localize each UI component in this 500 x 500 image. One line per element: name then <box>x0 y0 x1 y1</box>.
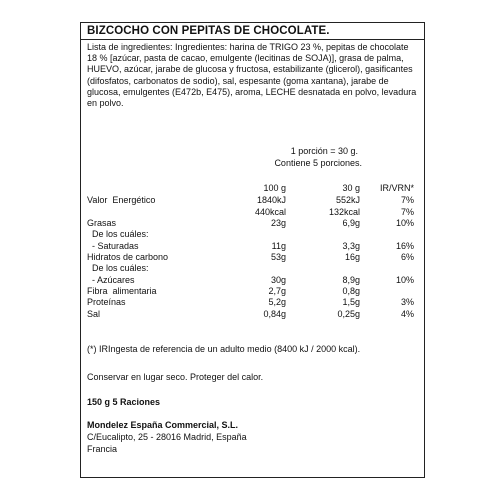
row-value-ir: 3% <box>400 297 414 307</box>
row-value-100g: 1840kJ <box>256 195 286 205</box>
nutrition-label <box>80 22 425 478</box>
row-value-100g: 440kcal <box>254 207 286 217</box>
row-value-30g: 0,25g <box>337 309 360 319</box>
row-value-30g: 8,9g <box>342 275 360 285</box>
portion-size: 1 porción = 30 g. <box>290 146 358 156</box>
row-value-ir: 4% <box>400 309 414 319</box>
row-value-100g: 11g <box>271 241 286 251</box>
row-value-30g: 552kJ <box>335 195 360 205</box>
row-label: De los cuáles: <box>87 263 149 273</box>
header-per100: 100 g <box>263 183 286 193</box>
row-value-100g: 5,2g <box>268 297 286 307</box>
row-value-30g: 0,8g <box>342 286 360 296</box>
row-value-100g: 23g <box>270 218 286 228</box>
row-value-ir: 6% <box>400 252 414 262</box>
row-label: Fibra alimentaria <box>87 286 157 296</box>
footnote: (*) IRIngesta de referencia de un adulto medio (8400 kJ / 2000 kcal). <box>87 344 361 354</box>
row-value-100g: 30g <box>270 275 286 285</box>
row-value-100g: 2,7g <box>268 286 286 296</box>
row-value-30g: 132kcal <box>328 207 360 217</box>
row-value-30g: 1,5g <box>342 297 360 307</box>
row-value-100g: 53g <box>270 252 286 262</box>
storage-instructions: Conservar en lugar seco. Proteger del calor. <box>87 372 264 382</box>
company-address: C/Eucalipto, 25 - 28016 Madrid, España <box>87 432 247 442</box>
row-label: Grasas <box>87 218 117 228</box>
row-value-30g: 16g <box>344 252 360 262</box>
product-title: BIZCOCHO CON PEPITAS DE CHOCOLATE. <box>87 25 330 37</box>
row-value-ir: 16% <box>395 241 414 251</box>
row-label: Hidratos de carbono <box>87 252 169 262</box>
row-value-30g: 6,9g <box>342 218 360 228</box>
row-label: De los cuáles: <box>87 229 149 239</box>
row-value-30g: 3,3g <box>342 241 360 251</box>
header-per30: 30 g <box>342 183 360 193</box>
row-label: - Azúcares <box>87 275 135 285</box>
row-label: Proteínas <box>87 297 126 307</box>
row-value-ir: 10% <box>395 218 414 228</box>
row-value-100g: 0,84g <box>263 309 286 319</box>
company-country: Francia <box>87 444 118 454</box>
ingredients-list: Lista de ingredientes: Ingredientes: harina de TRIGO 23 %, pepitas de chocolate 18 % [azúcar, pasta de cacao, emulgente (lecitinas de SOJA)], grasa de palma, HUEVO, azúcar, jarabe de glucosa y fructosa, estabilizante (glicerol), gasificantes (difosfatos, carbonatos de sodio), sal, espesante (goma xantana), jarabe de glucosa, emulgentes (E472b, E475), aroma, LECHE desnatada en polvo, levadura en polvo. <box>87 42 417 109</box>
row-value-ir: 7% <box>400 207 414 217</box>
portion-count: Contiene 5 porciones. <box>274 158 362 168</box>
row-value-ir: 7% <box>400 195 414 205</box>
row-value-ir: 10% <box>395 275 414 285</box>
row-label: - Saturadas <box>87 241 139 251</box>
header-ir: IR/VRN* <box>379 183 414 193</box>
row-label: Sal <box>87 309 101 319</box>
title-divider <box>81 39 424 40</box>
net-weight: 150 g 5 Raciones <box>87 397 161 407</box>
company-name: Mondelez España Commercial, S.L. <box>87 420 239 430</box>
row-label: Valor Energético <box>87 195 156 205</box>
